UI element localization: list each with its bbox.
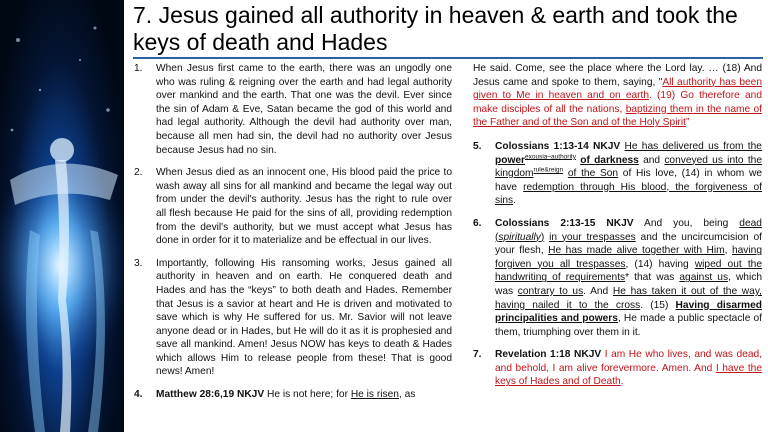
item-number: 2. (134, 167, 143, 179)
item-number: 3. (134, 257, 143, 269)
list-item (134, 388, 452, 402)
item-text: When Jesus died as an innocent one, His blood paid the price to wash away all sins for all mankind and became the legal way out from under the devil's authority. Jesus has the right to rule over all flesh because He paid for the sins of all, providing redemption from the devil's authority, but we must accept what Jesus has done in order for it to materialize and be effectual in our lives. (156, 167, 452, 247)
left-column (134, 62, 452, 411)
verse-text: and (643, 154, 661, 166)
verse-text-underlined: dead ( (495, 217, 762, 243)
verse-text-underlined: wiped out the handwriting of requirements (495, 258, 762, 284)
item-text: Importantly, following His ransoming works, Jesus gained all authority in heaven and on earth. He conquered death and Hades and has the “keys” to both death and Hades. Remember that Jesus is a savior at heart and He is driven and motivated to save which is why He suffered for us. Mr. Savior will not leave anyone dead or in Hades, but He will do it as it is prophesied and save all mankind. Amen! Jesus NOW has keys to death & Hades which allows Him to release people from these! That is good news! Amen! (156, 257, 452, 378)
decorative-image-panel (0, 0, 124, 432)
verse-text: . (15) (640, 299, 669, 311)
verse-text-underlined: of the Son (567, 168, 619, 180)
verse-text-underlined: He has delivered us from the (624, 140, 762, 152)
list-item (473, 348, 762, 389)
verse-text-underlined: He has taken it out of the way, having nailed it to the cross (495, 285, 762, 311)
quote-text: . (620, 376, 624, 388)
word-gloss: rule&reign (533, 166, 564, 174)
quote-text: I am He who lives, and was dead, and behold, I am alive forevermore. Amen. And (495, 349, 762, 374)
verse-text: , as (398, 389, 416, 401)
item-number: 6. (473, 217, 482, 229)
verse-text-underlined: contrary to us (517, 285, 584, 297)
verse-text: And you, being (644, 217, 729, 229)
list-item (473, 140, 762, 208)
quote-text: . (19) Go therefore and make disciples of all the nations, (473, 90, 763, 115)
verse-text-emphasis: Having disarmed principalities and powers (495, 299, 762, 325)
item-number: 5. (473, 140, 482, 152)
item-number: 1. (134, 63, 143, 74)
verse-text-underlined: conveyed us into the (664, 154, 763, 166)
list-item-continuation (473, 62, 762, 130)
verse-text-underlined: He is risen (350, 389, 399, 401)
verse-text: He is not here; for (266, 389, 348, 401)
scripture-reference: Colossians 1:13-14 NKJV (495, 140, 621, 152)
item-text: When Jesus first came to the earth, there was an ungodly one who was ruling & reigning over the earth and had legal authority over mankind and the earth. That one was the devil. Ever since the sin of Adam & Eve, Satan became the god of this world and had legal authority. Although the devil had authority over man, because all men had sin, the devil had no authority over Jesus because Jesus had no sin. (156, 63, 452, 156)
list-item (134, 62, 452, 157)
verse-text-italic: spiritually (498, 231, 541, 243)
item-number: 7. (473, 349, 482, 361)
verse-text-emphasis: of darkness (580, 154, 639, 166)
verse-text: and the uncircumcision of your flesh, (495, 231, 762, 257)
quote-text: baptizing them in the name of the Father and of the Son and of the Holy Spirit (473, 103, 763, 129)
verse-text-emphasis: power (495, 154, 526, 166)
list-item (473, 217, 762, 339)
verse-text-underlined: kingdom (495, 168, 534, 180)
scripture-reference: Matthew 28:6,19 NKJV (156, 389, 265, 401)
title-divider (133, 57, 763, 59)
verse-text: , He made a public spectacle of them, triumphing over them in it. (495, 313, 763, 338)
verse-text-underlined: in your trespasses (549, 231, 636, 243)
verse-text: , which was (495, 272, 762, 297)
verse-text: , (14) having (625, 258, 689, 270)
word-gloss: exousia–authority (525, 153, 576, 161)
verse-text: , (724, 245, 728, 257)
glowing-figure-artwork (0, 0, 124, 432)
verse-text-underlined: ) (540, 231, 545, 243)
right-column (473, 62, 762, 398)
quote-text: ” (685, 117, 690, 129)
verse-text: * that was (625, 272, 675, 284)
scripture-reference: Colossians 2:13-15 NKJV (495, 217, 634, 229)
list-item (134, 166, 452, 248)
quote-text: I have the keys of Hades and of Death (495, 362, 762, 388)
verse-text-underlined: against us (679, 272, 729, 284)
slide-title: 7. Jesus gained all authority in heaven & earth and took the keys of death and Hades (133, 2, 738, 55)
verse-text: He said. Come, see the place where the Lord lay. … (18) And Jesus came and spoke to them, saying, " (473, 63, 762, 88)
verse-text-underlined: He has made alive together with Him (548, 245, 725, 257)
scripture-reference: Revelation 1:18 NKJV (495, 349, 602, 361)
verse-text: . And (583, 285, 609, 297)
verse-text: . (513, 195, 516, 207)
verse-text-underlined: redemption through His blood, the forgiveness of sins (495, 181, 762, 207)
item-number: 4. (134, 389, 143, 401)
verse-text-underlined: having forgiven you all trespasses (495, 245, 762, 270)
quote-text: All authority has been given to Me in heaven and on earth (473, 76, 762, 102)
list-item (134, 257, 452, 379)
verse-text: of His love, (14) in whom we have (495, 168, 762, 193)
